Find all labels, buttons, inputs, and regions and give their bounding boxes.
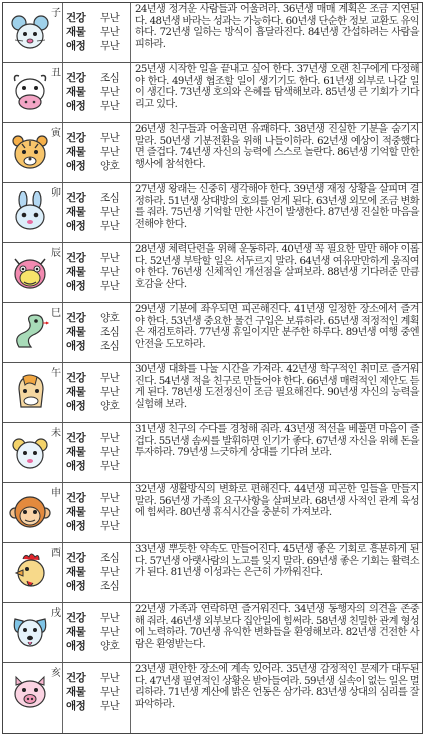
wealth-value: 무난 xyxy=(100,566,120,578)
health-label: 건강 xyxy=(66,192,86,204)
love-label: 애정 xyxy=(66,160,86,172)
love-label: 애정 xyxy=(66,640,86,652)
love-value: 양호 xyxy=(100,400,120,412)
fortune-text: 33년생 뿌듯한 약속도 만들어진다. 45년생 좋은 기회로 흥분하게 된다. 57년생 아랫사람의 노고를 잊지 말라. 69년생 좋은 기회는 활력소가 된다. 81년생 이성과는 은근히 가까워진다. xyxy=(135,544,419,579)
zodiac-icon-cell xyxy=(3,423,63,482)
zodiac-icon-cell xyxy=(3,483,63,542)
fortune-labels xyxy=(63,663,131,733)
rabbit-icon xyxy=(9,191,51,233)
wealth-value: 무난 xyxy=(100,506,120,518)
fortune-labels xyxy=(63,123,131,182)
horoscope-row-dragon xyxy=(3,243,422,303)
love-value: 무난 xyxy=(100,220,120,232)
love-value: 무난 xyxy=(100,40,120,52)
fortune-text: 22년생 가족과 연락하면 즐거워진다. 34년생 동행자의 의견을 존중해 줘라. 46년생 외부보다 집안일에 힘써라. 58년생 친밀한 관계 형성에 노력하라. 70년생 유익한 변화들을 환영해보라. 82년생 건전한 사람은 환영받는다. xyxy=(135,604,419,651)
wealth-line xyxy=(63,625,130,639)
health-label: 건강 xyxy=(66,432,86,444)
health-line xyxy=(63,11,130,25)
fortune-text: 24년생 정겨운 사람들과 어울려라. 36년생 매매 계획은 조금 지연된다. 48년생 바라는 성과는 가능하다. 60년생 단순한 정보 교환도 유익하다. 72년생 일하는 방식이 흡달라진다. 84년생 간섭하려는 사람을 피하라. xyxy=(135,4,419,51)
love-line xyxy=(63,459,130,473)
zodiac-hanja: 巳 xyxy=(51,308,61,319)
love-value: 무난 xyxy=(100,460,120,472)
love-line xyxy=(63,399,130,413)
love-label: 애정 xyxy=(66,280,86,292)
horoscope-row-dog xyxy=(3,603,422,663)
fortune-text: 25년생 시작한 일을 끝내고 싶어 한다. 37년생 오랜 친구에게 다정해야 한다. 49년생 협조할 일이 생기기도 한다. 61년생 외부로 나갈 일이 생긴다. 73년생 호의와 은혜를 탐색해보라. 85년생 큰 기회가 기다리고 있다. xyxy=(135,64,419,111)
zodiac-icon-cell xyxy=(3,603,63,662)
health-label: 건강 xyxy=(66,72,86,84)
love-value: 무난 xyxy=(100,520,120,532)
monkey-icon xyxy=(9,491,51,533)
horoscope-row-pig xyxy=(3,663,422,733)
wealth-label: 재물 xyxy=(66,146,86,158)
love-label: 애정 xyxy=(66,520,86,532)
health-value: 무난 xyxy=(100,432,120,444)
wealth-label: 재물 xyxy=(66,26,86,38)
horoscope-row-ox xyxy=(3,63,422,123)
health-line xyxy=(63,431,130,445)
wealth-line xyxy=(63,685,130,699)
zodiac-hanja: 丑 xyxy=(51,68,61,79)
horoscope-row-tiger xyxy=(3,123,422,183)
love-line xyxy=(63,639,130,653)
love-line xyxy=(63,99,130,113)
love-label: 애정 xyxy=(66,580,86,592)
fortune-labels xyxy=(63,423,131,482)
health-line xyxy=(63,491,130,505)
love-label: 애정 xyxy=(66,460,86,472)
zodiac-icon-cell xyxy=(3,123,63,182)
health-value: 무난 xyxy=(100,132,120,144)
snake-icon xyxy=(9,311,51,353)
zodiac-hanja: 午 xyxy=(51,368,61,379)
love-line xyxy=(63,339,130,353)
health-label: 건강 xyxy=(66,312,86,324)
wealth-label: 재물 xyxy=(66,446,86,458)
love-value: 조심 xyxy=(100,340,120,352)
horoscope-row-sheep xyxy=(3,423,422,483)
fortune-labels xyxy=(63,303,131,362)
fortune-labels xyxy=(63,63,131,122)
zodiac-icon-cell xyxy=(3,663,63,733)
health-line xyxy=(63,131,130,145)
wealth-label: 재물 xyxy=(66,506,86,518)
wealth-line xyxy=(63,325,130,339)
fortune-text: 23년생 편안한 장소에 계속 있어라. 35년생 감정적인 문제가 대두된다. 47년생 필연적인 상황은 받아들여라. 59년생 실속이 없는 일은 멀리하라. 71년생 계산에 밝은 언동은 삼가라. 83년생 상대의 심리를 잘 파악하라. xyxy=(135,664,419,711)
fortune-text: 29년생 기분에 좌우되면 피곤해진다. 41년생 일정한 장소에서 즐겨야 한다. 53년생 중요한 물건 구입은 보류하라. 65년생 적정적인 계획은 재검토하라. 77년생 휴일이지만 분주한 하루다. 89년생 여행 중엔 안전을 도모하라. xyxy=(135,304,419,351)
health-label: 건강 xyxy=(66,132,86,144)
horoscope-table xyxy=(2,2,423,734)
health-label: 건강 xyxy=(66,552,86,564)
fortune-text: 30년생 대화를 나눌 시간을 가져라. 42년생 학구적인 취미로 즐거워진다. 54년생 적을 친구로 만들어야 한다. 66년생 매력적인 제안도 듣게 된다. 78년생 도전정신이 조금 필요해진다. 90년생 자신의 능력을 실험해 보라. xyxy=(135,364,419,411)
dog-icon xyxy=(9,611,51,653)
health-line xyxy=(63,371,130,385)
love-label: 애정 xyxy=(66,40,86,52)
fortune-labels xyxy=(63,183,131,242)
fortune-labels xyxy=(63,3,131,62)
horoscope-row-rat xyxy=(3,3,422,63)
rooster-icon xyxy=(9,551,51,593)
wealth-label: 재물 xyxy=(66,386,86,398)
wealth-line xyxy=(63,385,130,399)
fortune-text: 26년생 친구들과 어울리면 유쾌하다. 38년생 진실한 기분을 숨기지 말라. 50년생 기분전환을 위해 나들이하라. 62년생 예상이 적중했다면 즐겁다. 74년생 자신의 능력에 스스로 놀란다. 86년생 기억할 만한 행사에 참석한다. xyxy=(135,124,419,171)
zodiac-hanja: 戌 xyxy=(51,608,61,619)
wealth-line xyxy=(63,85,130,99)
rat-icon xyxy=(9,11,51,53)
health-value: 무난 xyxy=(100,612,120,624)
wealth-value: 무난 xyxy=(100,146,120,158)
wealth-value: 무난 xyxy=(100,86,120,98)
health-value: 무난 xyxy=(100,672,120,684)
zodiac-icon-cell xyxy=(3,303,63,362)
wealth-label: 재물 xyxy=(66,626,86,638)
fortune-text: 28년생 체력단련을 위해 운동하라. 40년생 꼭 필요한 말만 해야 이롭다. 52년생 부탁할 일은 서두르지 말라. 64년생 여유만만하게 움직여야 한다. 76년생 신체적인 개선점을 살펴보라. 88년생 기다려준 만큼 호감을 산다. xyxy=(135,244,419,291)
love-label: 애정 xyxy=(66,220,86,232)
health-label: 건강 xyxy=(66,12,86,24)
horoscope-row-rabbit xyxy=(3,183,422,243)
love-line xyxy=(63,159,130,173)
wealth-label: 재물 xyxy=(66,266,86,278)
love-line xyxy=(63,279,130,293)
love-line xyxy=(63,39,130,53)
love-line xyxy=(63,519,130,533)
zodiac-hanja: 子 xyxy=(51,8,61,19)
love-value: 무난 xyxy=(100,700,120,712)
health-line xyxy=(63,671,130,685)
health-value: 양호 xyxy=(100,312,120,324)
love-value: 양호 xyxy=(100,160,120,172)
zodiac-hanja: 辰 xyxy=(51,248,61,259)
love-label: 애정 xyxy=(66,100,86,112)
love-value: 양호 xyxy=(100,640,120,652)
sheep-icon xyxy=(9,431,51,473)
horse-icon xyxy=(9,371,51,413)
horoscope-row-rooster xyxy=(3,543,422,603)
health-label: 건강 xyxy=(66,372,86,384)
zodiac-hanja: 申 xyxy=(51,488,61,499)
pig-icon xyxy=(9,671,51,713)
horoscope-row-snake xyxy=(3,303,422,363)
wealth-line xyxy=(63,265,130,279)
love-line xyxy=(63,699,130,713)
wealth-value: 무난 xyxy=(100,626,120,638)
health-line xyxy=(63,191,130,205)
love-value: 무난 xyxy=(100,280,120,292)
wealth-label: 재물 xyxy=(66,86,86,98)
zodiac-icon-cell xyxy=(3,183,63,242)
love-line xyxy=(63,579,130,593)
health-line xyxy=(63,71,130,85)
wealth-label: 재물 xyxy=(66,326,86,338)
wealth-value: 무난 xyxy=(100,386,120,398)
health-label: 건강 xyxy=(66,612,86,624)
zodiac-hanja: 卯 xyxy=(51,188,61,199)
fortune-labels xyxy=(63,543,131,602)
health-line xyxy=(63,251,130,265)
health-value: 조심 xyxy=(100,552,120,564)
tiger-icon xyxy=(9,131,51,173)
zodiac-icon-cell xyxy=(3,3,63,62)
dragon-icon xyxy=(9,251,51,293)
fortune-labels xyxy=(63,483,131,542)
health-value: 무난 xyxy=(100,372,120,384)
wealth-line xyxy=(63,445,130,459)
love-label: 애정 xyxy=(66,340,86,352)
fortune-labels xyxy=(63,243,131,302)
wealth-line xyxy=(63,145,130,159)
zodiac-icon-cell xyxy=(3,543,63,602)
health-line xyxy=(63,611,130,625)
wealth-value: 조심 xyxy=(100,326,120,338)
zodiac-icon-cell xyxy=(3,63,63,122)
health-line xyxy=(63,311,130,325)
horoscope-row-horse xyxy=(3,363,422,423)
wealth-label: 재물 xyxy=(66,206,86,218)
wealth-line xyxy=(63,505,130,519)
love-value: 무난 xyxy=(100,100,120,112)
wealth-line xyxy=(63,205,130,219)
fortune-labels xyxy=(63,363,131,422)
wealth-line xyxy=(63,565,130,579)
wealth-value: 무난 xyxy=(100,206,120,218)
fortune-text: 31년생 친구의 수다를 경청해 줘라. 43년생 적선을 베풀면 마음이 즐겁다. 55년생 솜씨를 발휘하면 인기가 좋다. 67년생 자신을 위해 돈을 투자하라. 79년생 느긋하게 상대를 기다려 보라. xyxy=(135,424,419,459)
wealth-label: 재물 xyxy=(66,686,86,698)
health-value: 무난 xyxy=(100,12,120,24)
health-label: 건강 xyxy=(66,672,86,684)
health-value: 무난 xyxy=(100,492,120,504)
zodiac-hanja: 酉 xyxy=(51,548,61,559)
health-label: 건강 xyxy=(66,252,86,264)
zodiac-icon-cell xyxy=(3,243,63,302)
health-line xyxy=(63,551,130,565)
love-line xyxy=(63,219,130,233)
zodiac-icon-cell xyxy=(3,363,63,422)
wealth-label: 재물 xyxy=(66,566,86,578)
fortune-text: 32년생 생활방식의 변화로 편해진다. 44년생 피곤한 일들을 만들지 말라. 56년생 가족의 요구사항을 살펴보라. 68년생 사적인 관계 육성에 힘써라. 80년생 휴식시간을 충분히 가져보라. xyxy=(135,484,419,519)
wealth-value: 무난 xyxy=(100,26,120,38)
health-value: 조심 xyxy=(100,192,120,204)
zodiac-hanja: 寅 xyxy=(51,128,61,139)
fortune-text: 27년생 왕래는 신중히 생각해야 한다. 39년생 재정 상황을 살피며 결정하라. 51년생 상대방의 호의를 얻게 된다. 63년생 외모에 조금 변화를 줘라. 75년생 기억할 만한 사건이 발생한다. 87년생 진실한 마음을 전해야 한다. xyxy=(135,184,419,231)
zodiac-hanja: 未 xyxy=(51,428,61,439)
love-value: 조심 xyxy=(100,580,120,592)
wealth-value: 무난 xyxy=(100,446,120,458)
wealth-value: 무난 xyxy=(100,266,120,278)
wealth-line xyxy=(63,25,130,39)
health-value: 조심 xyxy=(100,72,120,84)
health-label: 건강 xyxy=(66,492,86,504)
love-label: 애정 xyxy=(66,700,86,712)
love-label: 애정 xyxy=(66,400,86,412)
zodiac-hanja: 亥 xyxy=(51,668,61,679)
wealth-value: 무난 xyxy=(100,686,120,698)
health-value: 무난 xyxy=(100,252,120,264)
ox-icon xyxy=(9,71,51,113)
fortune-labels xyxy=(63,603,131,662)
horoscope-row-monkey xyxy=(3,483,422,543)
